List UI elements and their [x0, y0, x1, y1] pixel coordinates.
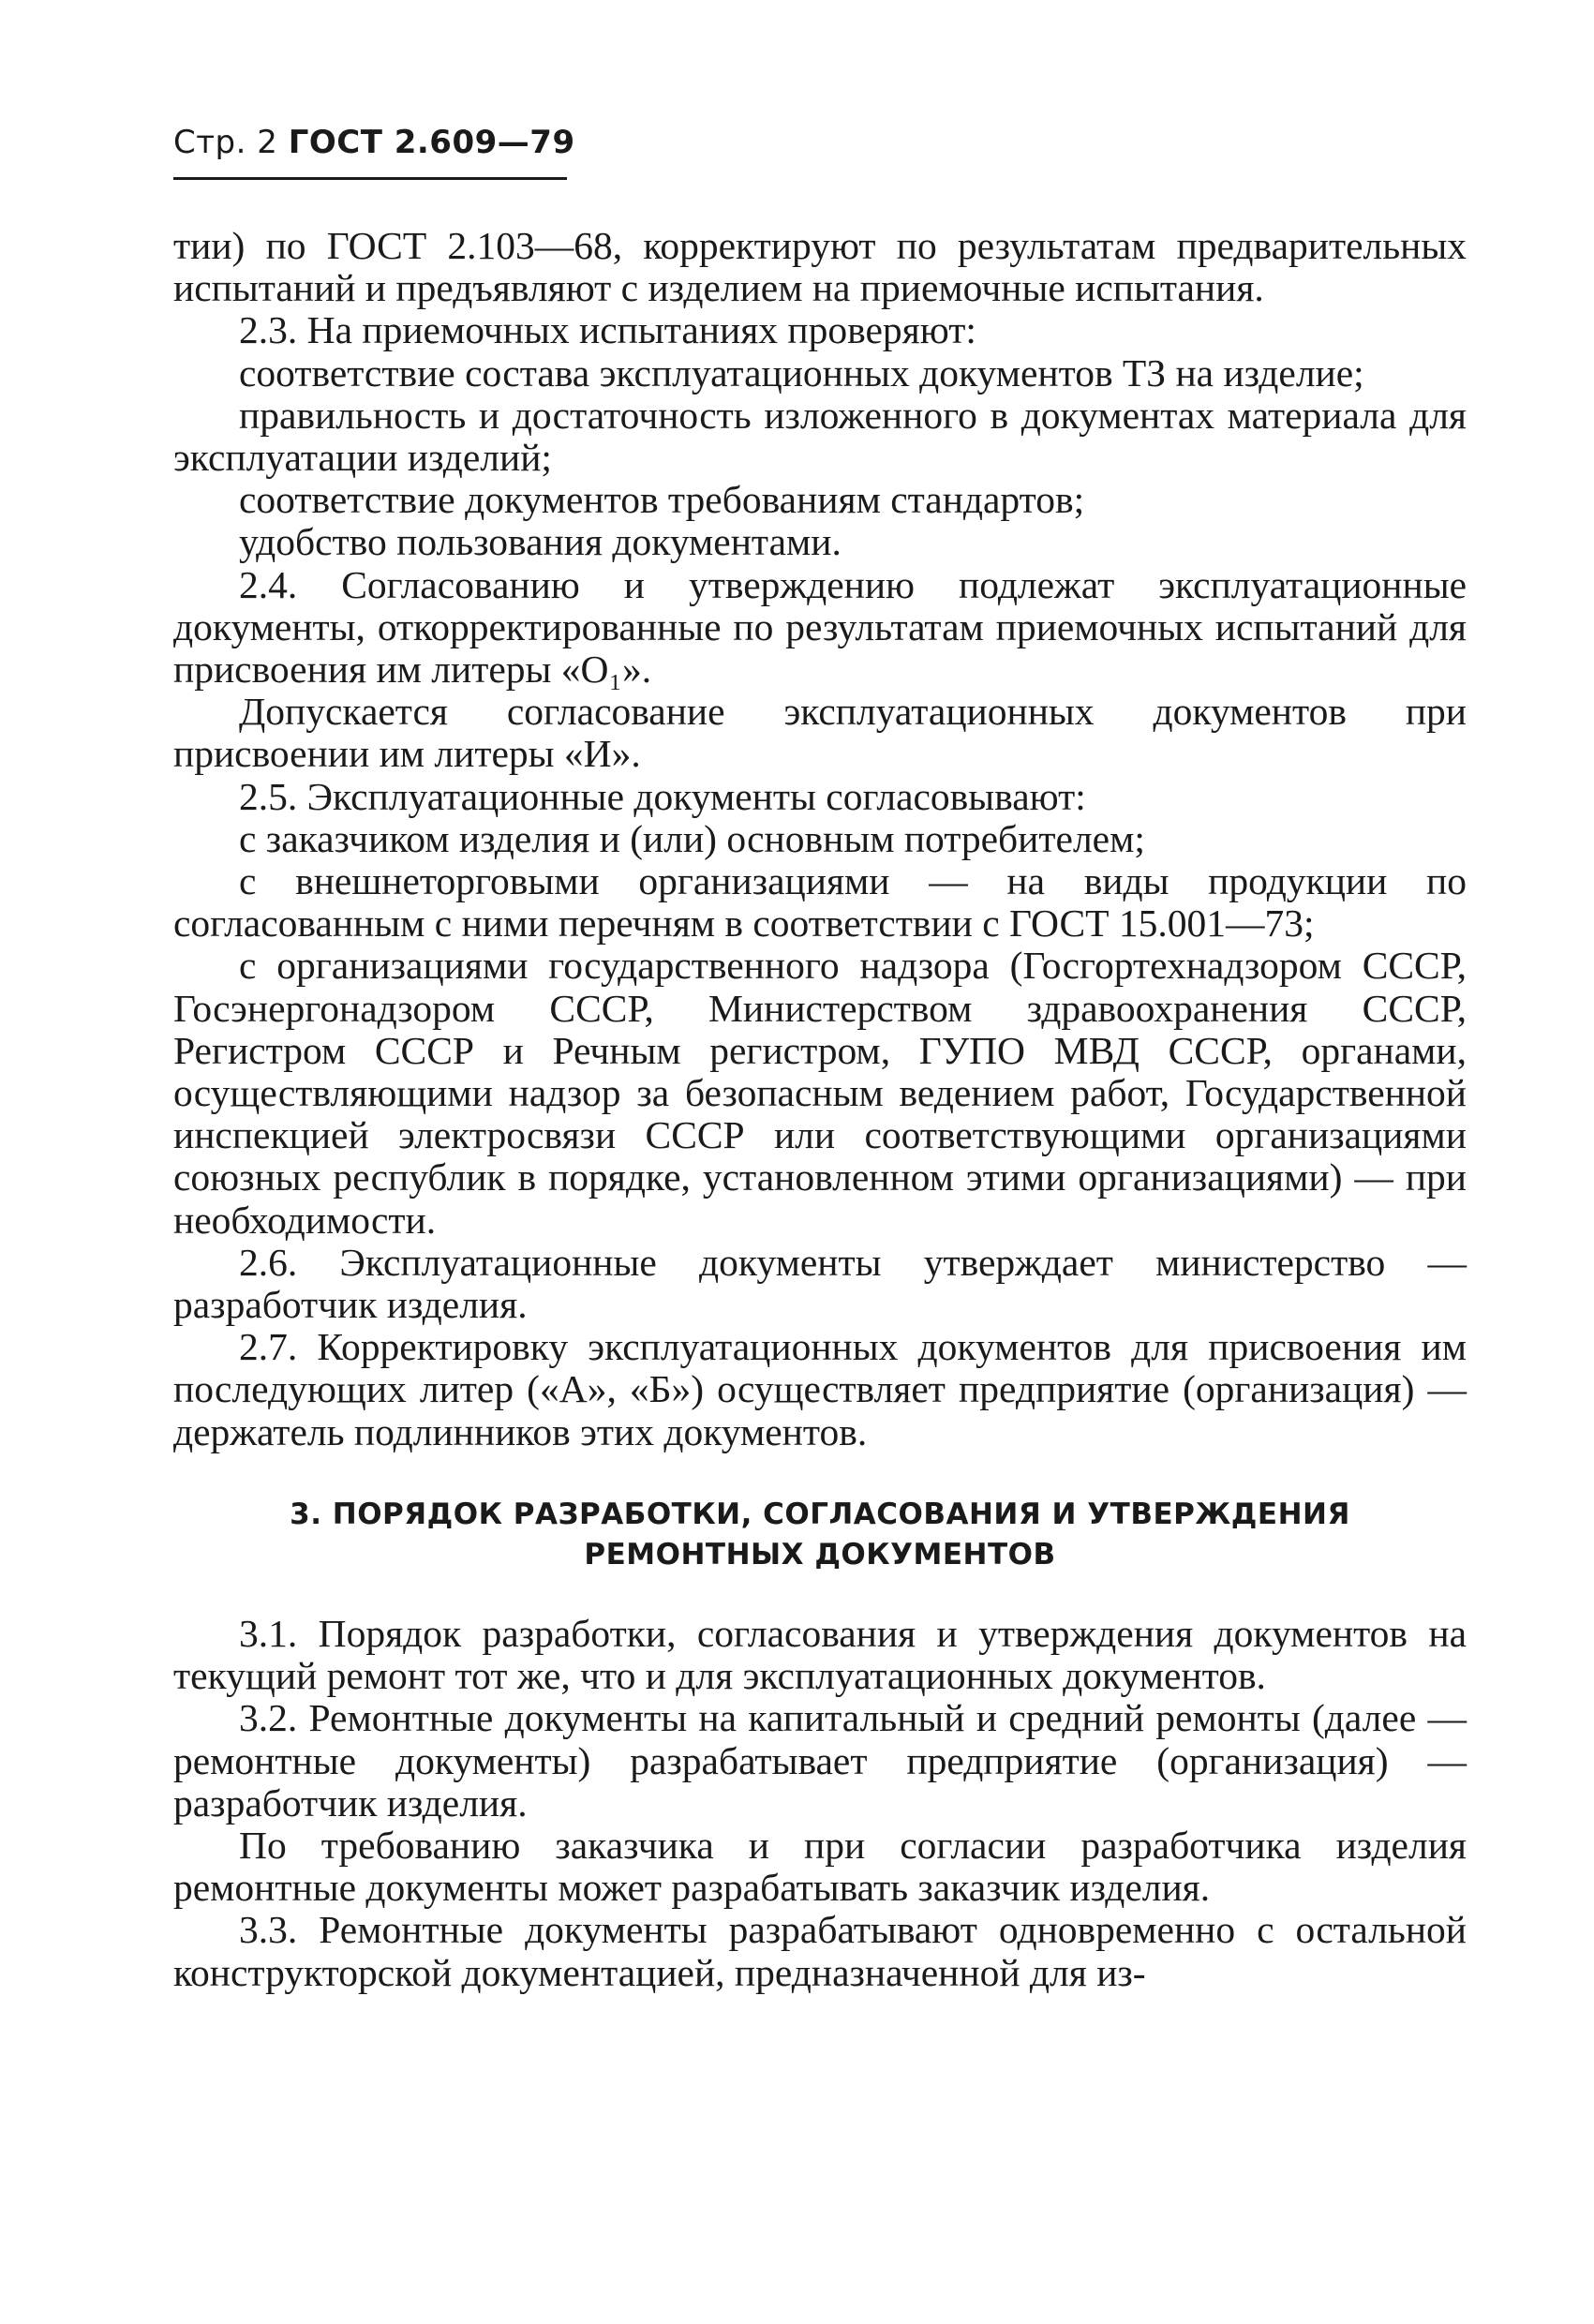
header-rule [173, 177, 567, 180]
list-item-foreign-trade: с внешнеторговыми организациями — на виды продукции по согласованным с ними перечням в соответствии с ГОСТ 15.001—73; [173, 859, 1467, 946]
page-header [173, 124, 575, 161]
paragraph-3-2-customer: По требованию заказчика и при согласии разработчика изделия ремонтные документы может разрабатывать заказчик изделия. [173, 1823, 1467, 1910]
paragraph-continuation: тии) по ГОСТ 2.103—68, корректируют по результатам предварительных испытаний и предъявляют с изделием на приемочные испытания. [173, 224, 1467, 310]
list-item-correctness: правильность и достаточность изложенного в документах материала для эксплуатации изделий; [173, 393, 1467, 480]
paragraph-2-4: 2.4. Согласованию и утверждению подлежат эксплуатационные документы, откорректированные по результатам приемочных испытаний для присвоения им литеры «О₁». [173, 562, 1467, 692]
paragraph-2-5: 2.5. Эксплуатационные документы согласовывают: [239, 774, 1086, 818]
paragraph-2-6: 2.6. Эксплуатационные документы утверждает министерство — разработчик изделия. [173, 1240, 1467, 1327]
paragraph-2-4-allowance: Допускается согласование эксплуатационных документов при присвоении им литеры «И». [173, 690, 1467, 776]
paragraph-2-3: 2.3. На приемочных испытаниях проверяют: [239, 308, 976, 352]
list-item-usability: удобство пользования документами. [239, 520, 842, 564]
paragraph-3-3: 3.3. Ремонтные документы разрабатывают одновременно с остальной конструкторской документацией, предназначенной для из- [173, 1908, 1467, 1994]
list-item-customer: с заказчиком изделия и (или) основным потребителем; [239, 816, 1145, 860]
section-3-title-line-2: РЕМОНТНЫХ ДОКУМЕНТОВ [584, 1537, 1056, 1572]
page-number-label: Стр. 2 [173, 124, 278, 161]
paragraph-3-2: 3.2. Ремонтные документы на капитальный и средний ремонты (далее — ремонтные документы) разрабатывает предприятие (организация) — разработчик изделия. [173, 1696, 1467, 1825]
list-item-composition: соответствие состава эксплуатационных документов ТЗ на изделие; [239, 350, 1364, 395]
document-body [173, 225, 1467, 1994]
list-item-supervision: с организациями государственного надзора (Госгортехнадзором СССР, Госэнергонадзором СССР, Министерством здравоохранения СССР, Регистром СССР и Речным регистром, ГУПО МВД СССР, органами, осуществляющими надзор за безопасным ведением работ, Государственной инспекцией электросвязи СССР или соответствующими организациями союзных республик в порядке, установленном этими организациями) — при необходимости. [173, 944, 1467, 1242]
section-3-title-line-1: 3. ПОРЯДОК РАЗРАБОТКИ, СОГЛАСОВАНИЯ И УТВЕРЖДЕНИЯ [290, 1497, 1350, 1531]
standard-designation: ГОСТ 2.609—79 [288, 124, 575, 161]
list-item-standards: соответствие документов требованиям стандартов; [239, 478, 1085, 522]
paragraph-3-1: 3.1. Порядок разработки, согласования и утверждения документов на текущий ремонт тот же, что и для эксплуатационных документов. [173, 1611, 1467, 1698]
section-3-title [173, 1495, 1467, 1575]
paragraph-2-7: 2.7. Корректировку эксплуатационных документов для присвоения им последующих литер («А», «Б») осуществляет предприятие (организация) — держатель подлинников этих документов. [173, 1325, 1467, 1453]
